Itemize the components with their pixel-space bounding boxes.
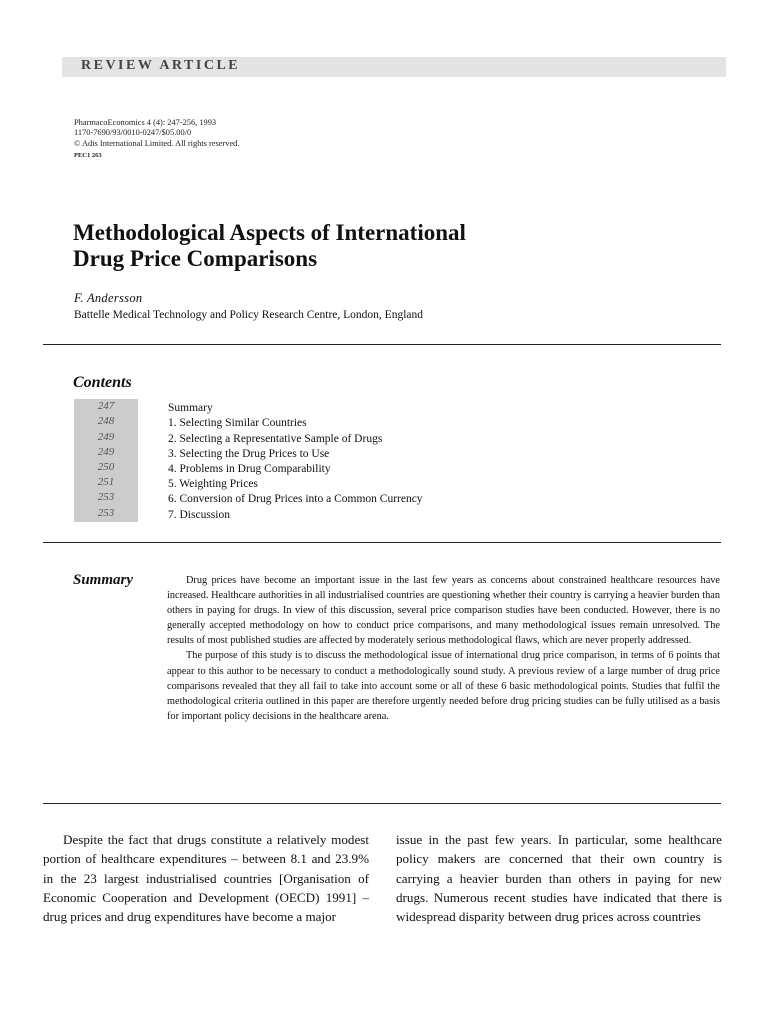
contents-item: 3. Selecting the Drug Prices to Use xyxy=(168,447,330,460)
summary-text xyxy=(167,573,720,724)
author-name: F. Andersson xyxy=(74,291,143,305)
contents-item: 1. Selecting Similar Countries xyxy=(168,417,307,430)
contents-page-number: 248 xyxy=(97,415,115,428)
summary-paragraph: The purpose of this study is to discuss the methodological issue of international drug price comparison, in terms of 6 points that appear to this author to be necessary to conduct a methodologically sound study. A previous review of a large number of drug price comparisons revealed that they all fail to take into account some or all of these 6 basic methodological points. Studies that fulfil the methodological criteria outlined in this paper are therefore urgently needed before drug pricing studies can be fully utilised as a basis for important policy decisions in the healthcare arena. xyxy=(167,650,720,722)
summary-heading: Summary xyxy=(73,572,134,588)
article-type-band xyxy=(62,57,726,77)
contents-page-column xyxy=(74,399,138,522)
title-line-2: Drug Price Comparisons xyxy=(73,246,318,271)
body-column-right xyxy=(396,830,722,926)
article-code: PEC1 263 xyxy=(74,152,102,160)
contents-item: 2. Selecting a Representative Sample of Drugs xyxy=(168,432,383,445)
summary-paragraph: Drug prices have become an important issue in the last few years as concerns about constrained healthcare resources have increased. Healthcare authorities in all industrialised countries are questioning whether their country is carrying a heavier burden than others in paying for drugs. In view of this discussion, several price comparison studies have been conducted. However, there is no generally accepted methodology on how to conduct price comparisons, and many methodological issues remain unresolved. The results of most published studies are affected by moderately serious methodological flaws, which are never properly addressed. xyxy=(167,575,720,647)
issn-line: 1170-7690/93/0010-0247/$05.00/0 xyxy=(74,128,192,138)
body-column-left xyxy=(43,830,369,926)
citation-block xyxy=(74,118,239,162)
contents-item: 4. Problems in Drug Comparability xyxy=(168,462,331,475)
contents-page-number: 250 xyxy=(97,460,115,473)
contents-page-number: 247 xyxy=(97,400,115,413)
contents-page-number: 249 xyxy=(97,445,115,458)
journal-citation: PharmacoEconomics 4 (4): 247-256, 1993 xyxy=(74,118,217,127)
contents-item: 6. Conversion of Drug Prices into a Common Currency xyxy=(168,493,423,506)
divider-top xyxy=(43,344,721,345)
contents-page-number: 253 xyxy=(97,506,115,519)
body-paragraph: issue in the past few years. In particular, some healthcare policy makers are concerned that their own country is carrying a heavier burden than others in paying for new drugs. Numerous recent studies have indicated that there is widespread disparity between drug prices across countries xyxy=(396,832,722,925)
contents-page-number: 251 xyxy=(97,476,115,489)
article-type-label: REVIEW ARTICLE xyxy=(81,58,241,73)
contents-page-number: 253 xyxy=(97,491,115,504)
title-line-1: Methodological Aspects of International xyxy=(73,220,466,245)
body-paragraph: Despite the fact that drugs constitute a relatively modest portion of healthcare expenditures – between 8.1 and 23.9% in the 23 largest industrialised countries [Organisation of Economic Cooperation and Development (OECD) 1991] – drug prices and drug expenditures have become a major xyxy=(43,832,369,925)
contents-page-number: 249 xyxy=(97,430,115,443)
contents-list xyxy=(168,401,423,523)
article-title xyxy=(73,220,466,272)
divider-contents xyxy=(43,542,721,543)
contents-item: Summary xyxy=(168,402,213,415)
contents-item: 5. Weighting Prices xyxy=(168,478,258,491)
contents-heading: Contents xyxy=(73,374,132,391)
copyright-line: © Adis International Limited. All rights reserved. xyxy=(74,138,240,148)
author-affiliation: Battelle Medical Technology and Policy Research Centre, London, England xyxy=(74,309,423,321)
contents-item: 7. Discussion xyxy=(168,508,230,521)
divider-summary xyxy=(43,803,721,804)
